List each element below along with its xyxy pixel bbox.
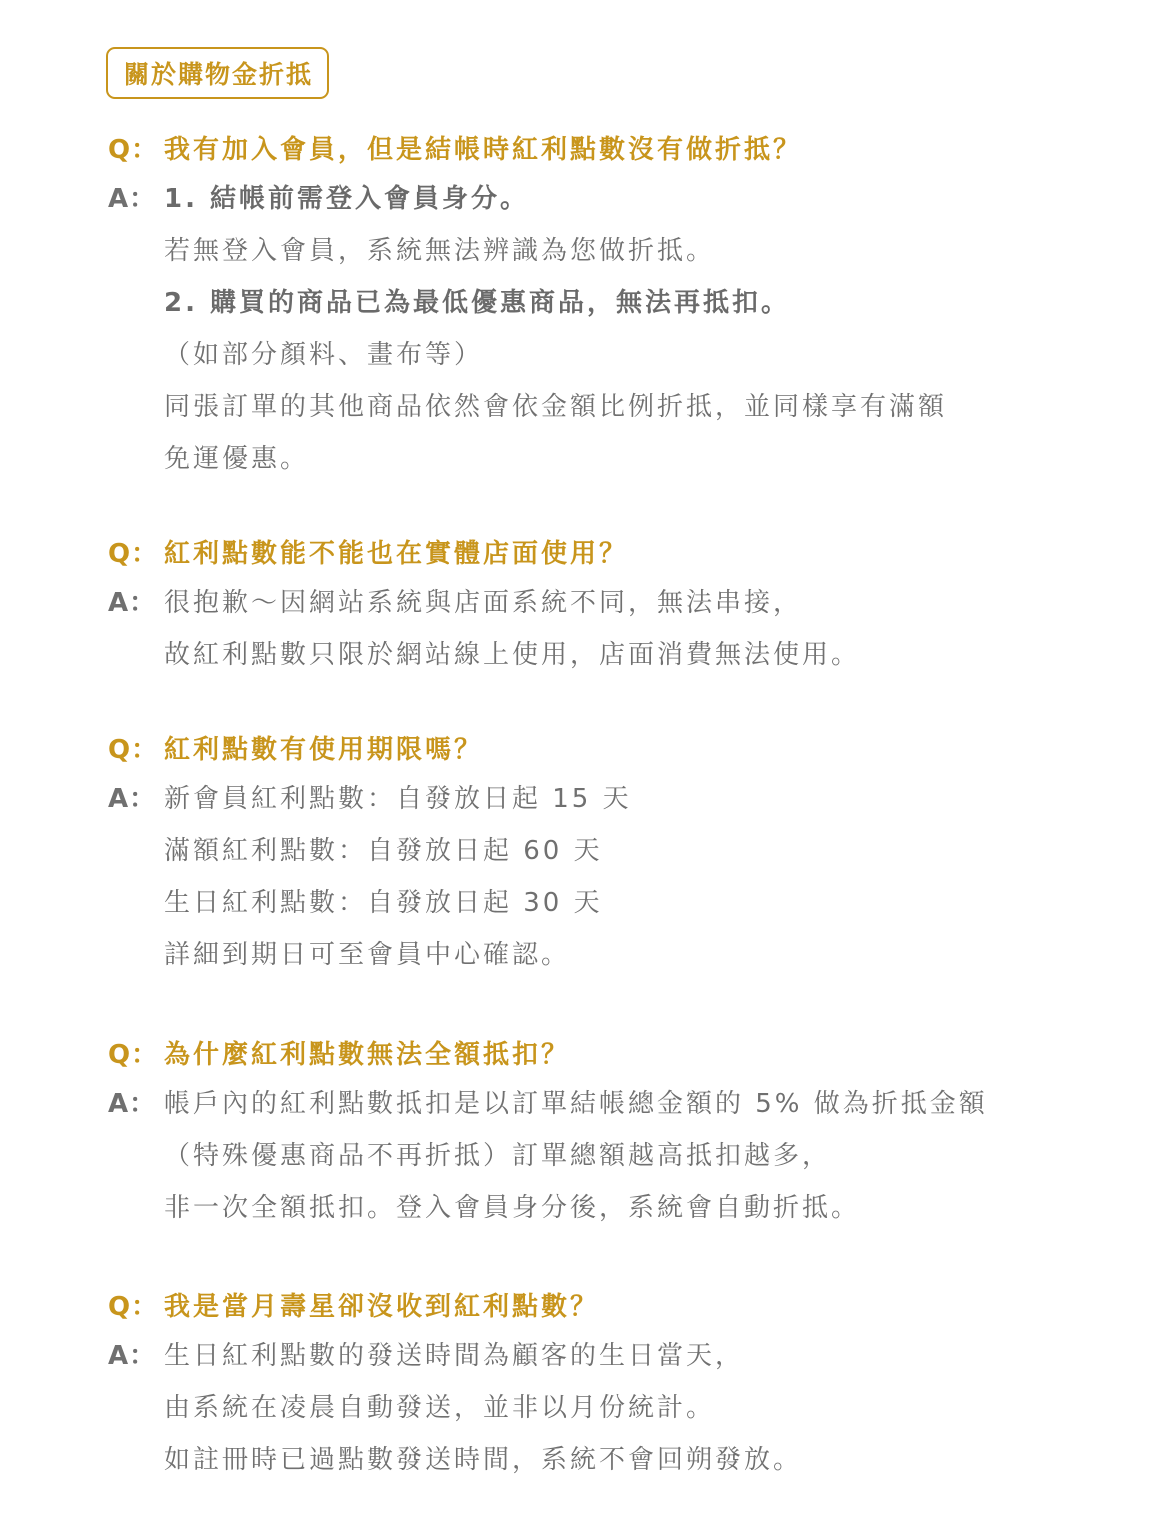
faq-answer (108, 1078, 1118, 1234)
question-prefix: Q： (108, 538, 159, 569)
answer-prefix: A： (108, 784, 157, 814)
answer-line: 生日紅利點數：自發放日起 30 天 (164, 888, 603, 918)
faq-question (108, 1026, 1118, 1078)
faq-answer (108, 1330, 1118, 1486)
answer-line: 若無登入會員，系統無法辨識為您做折抵。 (164, 236, 716, 266)
faq-item (108, 525, 1118, 681)
answer-line: （特殊優惠商品不再折抵）訂單總額越高抵扣越多， (164, 1141, 832, 1171)
question-text: 紅利點數能不能也在實體店面使用？ (164, 538, 629, 569)
question-prefix: Q： (108, 1291, 159, 1322)
faq-question (108, 525, 1118, 577)
question-text: 我是當月壽星卻沒收到紅利點數？ (164, 1291, 600, 1322)
faq-item (108, 1026, 1118, 1234)
question-prefix: Q： (108, 134, 159, 165)
faq-item (108, 721, 1118, 981)
question-text: 我有加入會員，但是結帳時紅利點數沒有做折抵？ (164, 134, 803, 165)
faq-item (108, 121, 1118, 485)
answer-line: 2. 購買的商品已為最低優惠商品，無法再抵扣。 (164, 288, 791, 318)
faq-answer (108, 577, 1118, 681)
answer-line: 帳戶內的紅利點數抵扣是以訂單結帳總金額的 5% 做為折抵金額 (164, 1089, 988, 1119)
answer-line: 滿額紅利點數：自發放日起 60 天 (164, 836, 603, 866)
faq-item (108, 1278, 1118, 1486)
section-title: 關於購物金折抵 (124, 60, 314, 89)
answer-line: 1. 結帳前需登入會員身分。 (164, 184, 530, 214)
faq-answer (108, 173, 1118, 485)
faq-answer (108, 773, 1118, 981)
answer-prefix: A： (108, 184, 157, 214)
question-text: 為什麼紅利點數無法全額抵扣？ (164, 1039, 571, 1070)
answer-line: 非一次全額抵扣。登入會員身分後，系統會自動折抵。 (164, 1193, 861, 1223)
question-prefix: Q： (108, 734, 159, 765)
answer-line: 詳細到期日可至會員中心確認。 (164, 940, 571, 970)
question-prefix: Q： (108, 1039, 159, 1070)
answer-line: （如部分顏料、畫布等） (164, 340, 484, 370)
answer-prefix: A： (108, 588, 157, 618)
answer-line: 如註冊時已過點數發送時間，系統不會回朔發放。 (164, 1445, 803, 1475)
answer-line: 同張訂單的其他商品依然會依金額比例折抵，並同樣享有滿額 (164, 392, 948, 422)
answer-line: 由系統在凌晨自動發送，並非以月份統計。 (164, 1393, 716, 1423)
question-text: 紅利點數有使用期限嗎？ (164, 734, 484, 765)
answer-prefix: A： (108, 1089, 157, 1119)
answer-line: 新會員紅利點數：自發放日起 15 天 (164, 784, 632, 814)
faq-question (108, 121, 1118, 173)
answer-line: 生日紅利點數的發送時間為顧客的生日當天， (164, 1341, 745, 1371)
answer-line: 免運優惠。 (164, 444, 310, 474)
faq-question (108, 1278, 1118, 1330)
answer-prefix: A： (108, 1341, 157, 1371)
answer-line: 故紅利點數只限於網站線上使用，店面消費無法使用。 (164, 640, 861, 670)
section-title-badge (106, 47, 329, 99)
faq-question (108, 721, 1118, 773)
answer-line: 很抱歉～因網站系統與店面系統不同，無法串接， (164, 588, 803, 618)
